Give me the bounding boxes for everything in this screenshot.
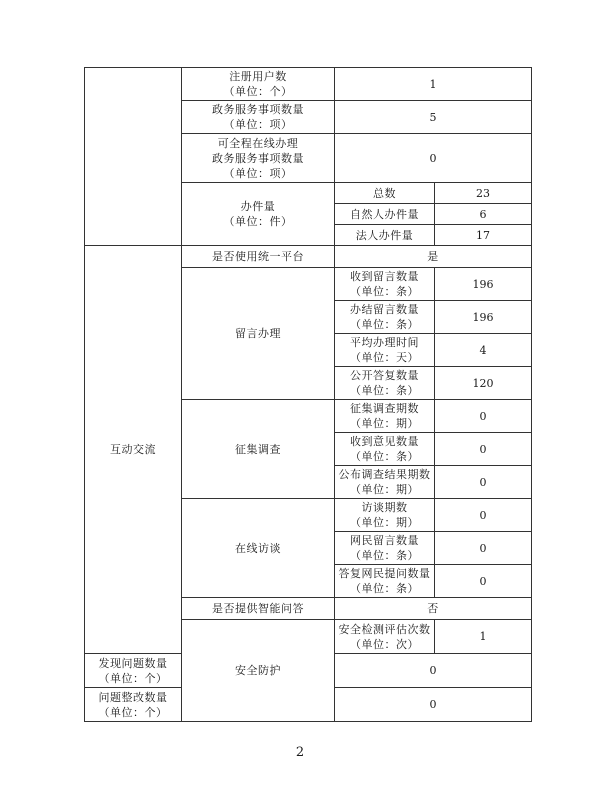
value-security-assessments: 1: [435, 620, 532, 654]
value-natural-person: 6: [435, 204, 532, 225]
row-label-security-assessments: 安全检测评估次数 （单位：次）: [335, 620, 435, 654]
value-answered-questions: 0: [435, 565, 532, 598]
sub-label-natural-person: 自然人办件量: [335, 204, 435, 225]
sub-label-interview-periods: 访谈期数 （单位：期）: [335, 499, 435, 532]
row-label-issues-found: 发现问题数量 （单位：个）: [85, 654, 182, 688]
value-legal-person: 17: [435, 225, 532, 246]
sub-label-messages-closed: 办结留言数量 （单位：条）: [335, 301, 435, 334]
value-gov-service-items: 5: [335, 101, 532, 134]
table-row: [85, 246, 532, 268]
sub-label-result-periods: 公布调查结果期数 （单位：期）: [335, 466, 435, 499]
value-messages-closed: 196: [435, 301, 532, 334]
statistics-table: [84, 67, 532, 722]
section-label-security: 安全防护: [182, 620, 335, 722]
row-label-registered-users: 注册用户数 （单位：个）: [182, 68, 335, 101]
value-issues-found: 0: [335, 654, 532, 688]
sub-label-average-time: 平均办理时间 （单位：天）: [335, 334, 435, 367]
sub-label-legal-person: 法人办件量: [335, 225, 435, 246]
sub-label-messages-received: 收到留言数量 （单位：条）: [335, 268, 435, 301]
row-label-online-items: 可全程在线办理 政务服务事项数量 （单位：项）: [182, 134, 335, 183]
value-messages-received: 196: [435, 268, 532, 301]
sub-label-public-replies: 公开答复数量 （单位：条）: [335, 367, 435, 400]
value-issues-fixed: 0: [335, 688, 532, 722]
section-label-interaction: 互动交流: [85, 246, 182, 654]
sub-label-survey-periods: 征集调查期数 （单位：期）: [335, 400, 435, 433]
section-cell-empty: [85, 68, 182, 246]
sub-label-netizen-messages: 网民留言数量 （单位：条）: [335, 532, 435, 565]
value-online-items: 0: [335, 134, 532, 183]
row-label-online-interview: 在线访谈: [182, 499, 335, 598]
value-registered-users: 1: [335, 68, 532, 101]
row-label-case-volume: 办件量 （单位：件）: [182, 183, 335, 246]
value-result-periods: 0: [435, 466, 532, 499]
value-netizen-messages: 0: [435, 532, 532, 565]
row-label-unified-platform: 是否使用统一平台: [182, 246, 335, 268]
row-label-smart-qa: 是否提供智能问答: [182, 598, 335, 620]
row-label-gov-service-items: 政务服务事项数量 （单位：项）: [182, 101, 335, 134]
value-average-time: 4: [435, 334, 532, 367]
sub-label-total: 总数: [335, 183, 435, 204]
value-total: 23: [435, 183, 532, 204]
sub-label-opinions-received: 收到意见数量 （单位：条）: [335, 433, 435, 466]
row-label-message-handling: 留言办理: [182, 268, 335, 400]
row-label-issues-fixed: 问题整改数量 （单位：个）: [85, 688, 182, 722]
value-opinions-received: 0: [435, 433, 532, 466]
value-public-replies: 120: [435, 367, 532, 400]
value-interview-periods: 0: [435, 499, 532, 532]
value-smart-qa: 否: [335, 598, 532, 620]
table-row: [85, 68, 532, 101]
sub-label-answered-questions: 答复网民提问数量 （单位：条）: [335, 565, 435, 598]
page-number: 2: [295, 745, 305, 760]
value-unified-platform: 是: [335, 246, 532, 268]
value-survey-periods: 0: [435, 400, 532, 433]
row-label-survey: 征集调查: [182, 400, 335, 499]
